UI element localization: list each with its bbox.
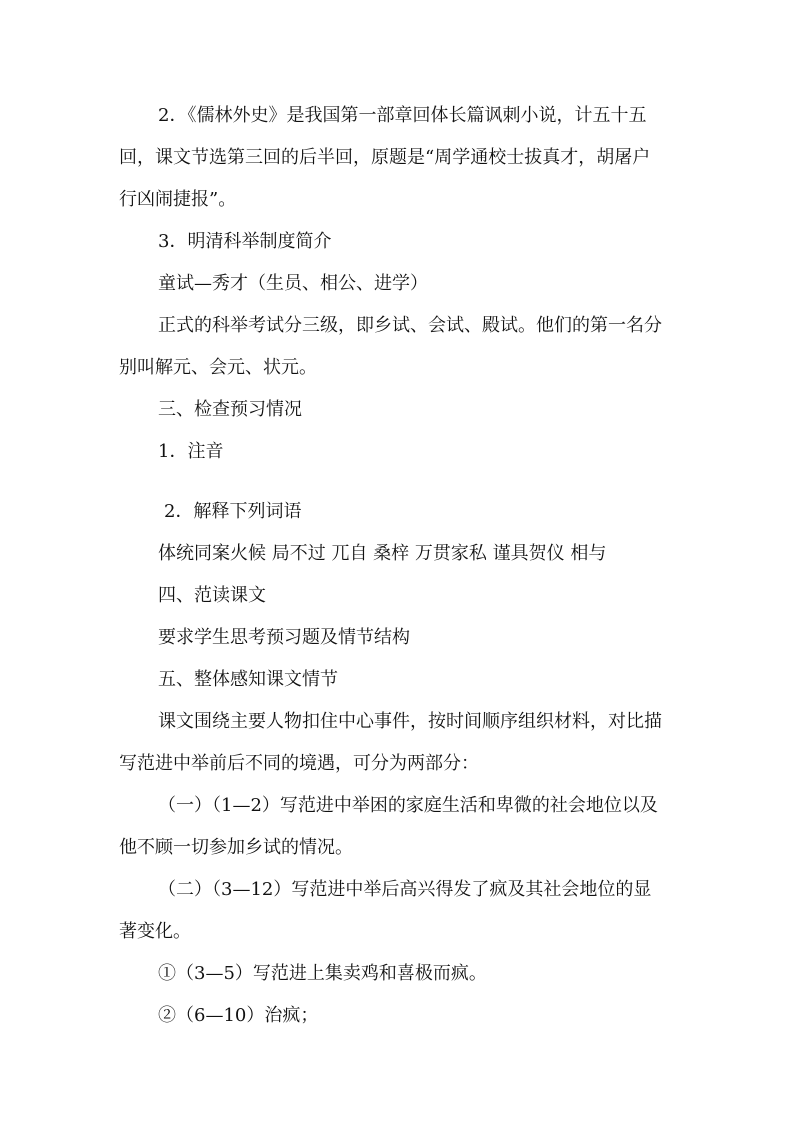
subsection-heading: 2．解释下列词语 <box>164 501 302 522</box>
text-line: 别叫解元、会元、状元。 <box>119 357 317 378</box>
text-line: 他不顾一切参加乡试的情况。 <box>119 837 353 858</box>
text-line: ①（3—5）写范进上集卖鸡和喜极而疯。 <box>158 963 487 984</box>
text-line: 正式的科举考试分三级，即乡试、会试、殿试。他们的第一名分 <box>158 315 662 336</box>
section-heading: 三、检查预习情况 <box>158 399 302 420</box>
text-line: 写范进中举前后不同的境遇，可分为两部分： <box>119 753 479 774</box>
text-line: （二）（3—12）写范进中举后高兴得发了疯及其社会地位的显 <box>158 879 652 900</box>
section-heading: 3．明清科举制度简介 <box>158 231 332 252</box>
vocabulary-list: 体统同案火候 局不过 兀自 桑梓 万贯家私 谨具贺仪 相与 <box>158 543 607 564</box>
section-heading: 四、范读课文 <box>158 585 266 606</box>
text-line: 行凶闹捷报”。 <box>119 189 237 210</box>
text-line: 2．《儒林外史》是我国第一部章回体长篇讽刺小说，计五十五 <box>158 105 647 126</box>
subsection-heading: 1．注音 <box>158 441 224 462</box>
text-line: ②（6—10）治疯； <box>158 1005 319 1026</box>
text-line: 著变化。 <box>119 921 191 942</box>
text-line: 童试—秀才（生员、相公、进学） <box>158 273 428 294</box>
text-line: 回，课文节选第三回的后半回，原题是“周学通校士拔真才，胡屠户 <box>119 147 651 168</box>
text-line: 要求学生思考预习题及情节结构 <box>158 627 410 648</box>
text-line: （一）（1—2）写范进中举困的家庭生活和卑微的社会地位以及 <box>158 795 658 816</box>
text-line: 课文围绕主要人物扣住中心事件，按时间顺序组织材料，对比描 <box>158 711 662 732</box>
section-heading: 五、整体感知课文情节 <box>158 669 338 690</box>
